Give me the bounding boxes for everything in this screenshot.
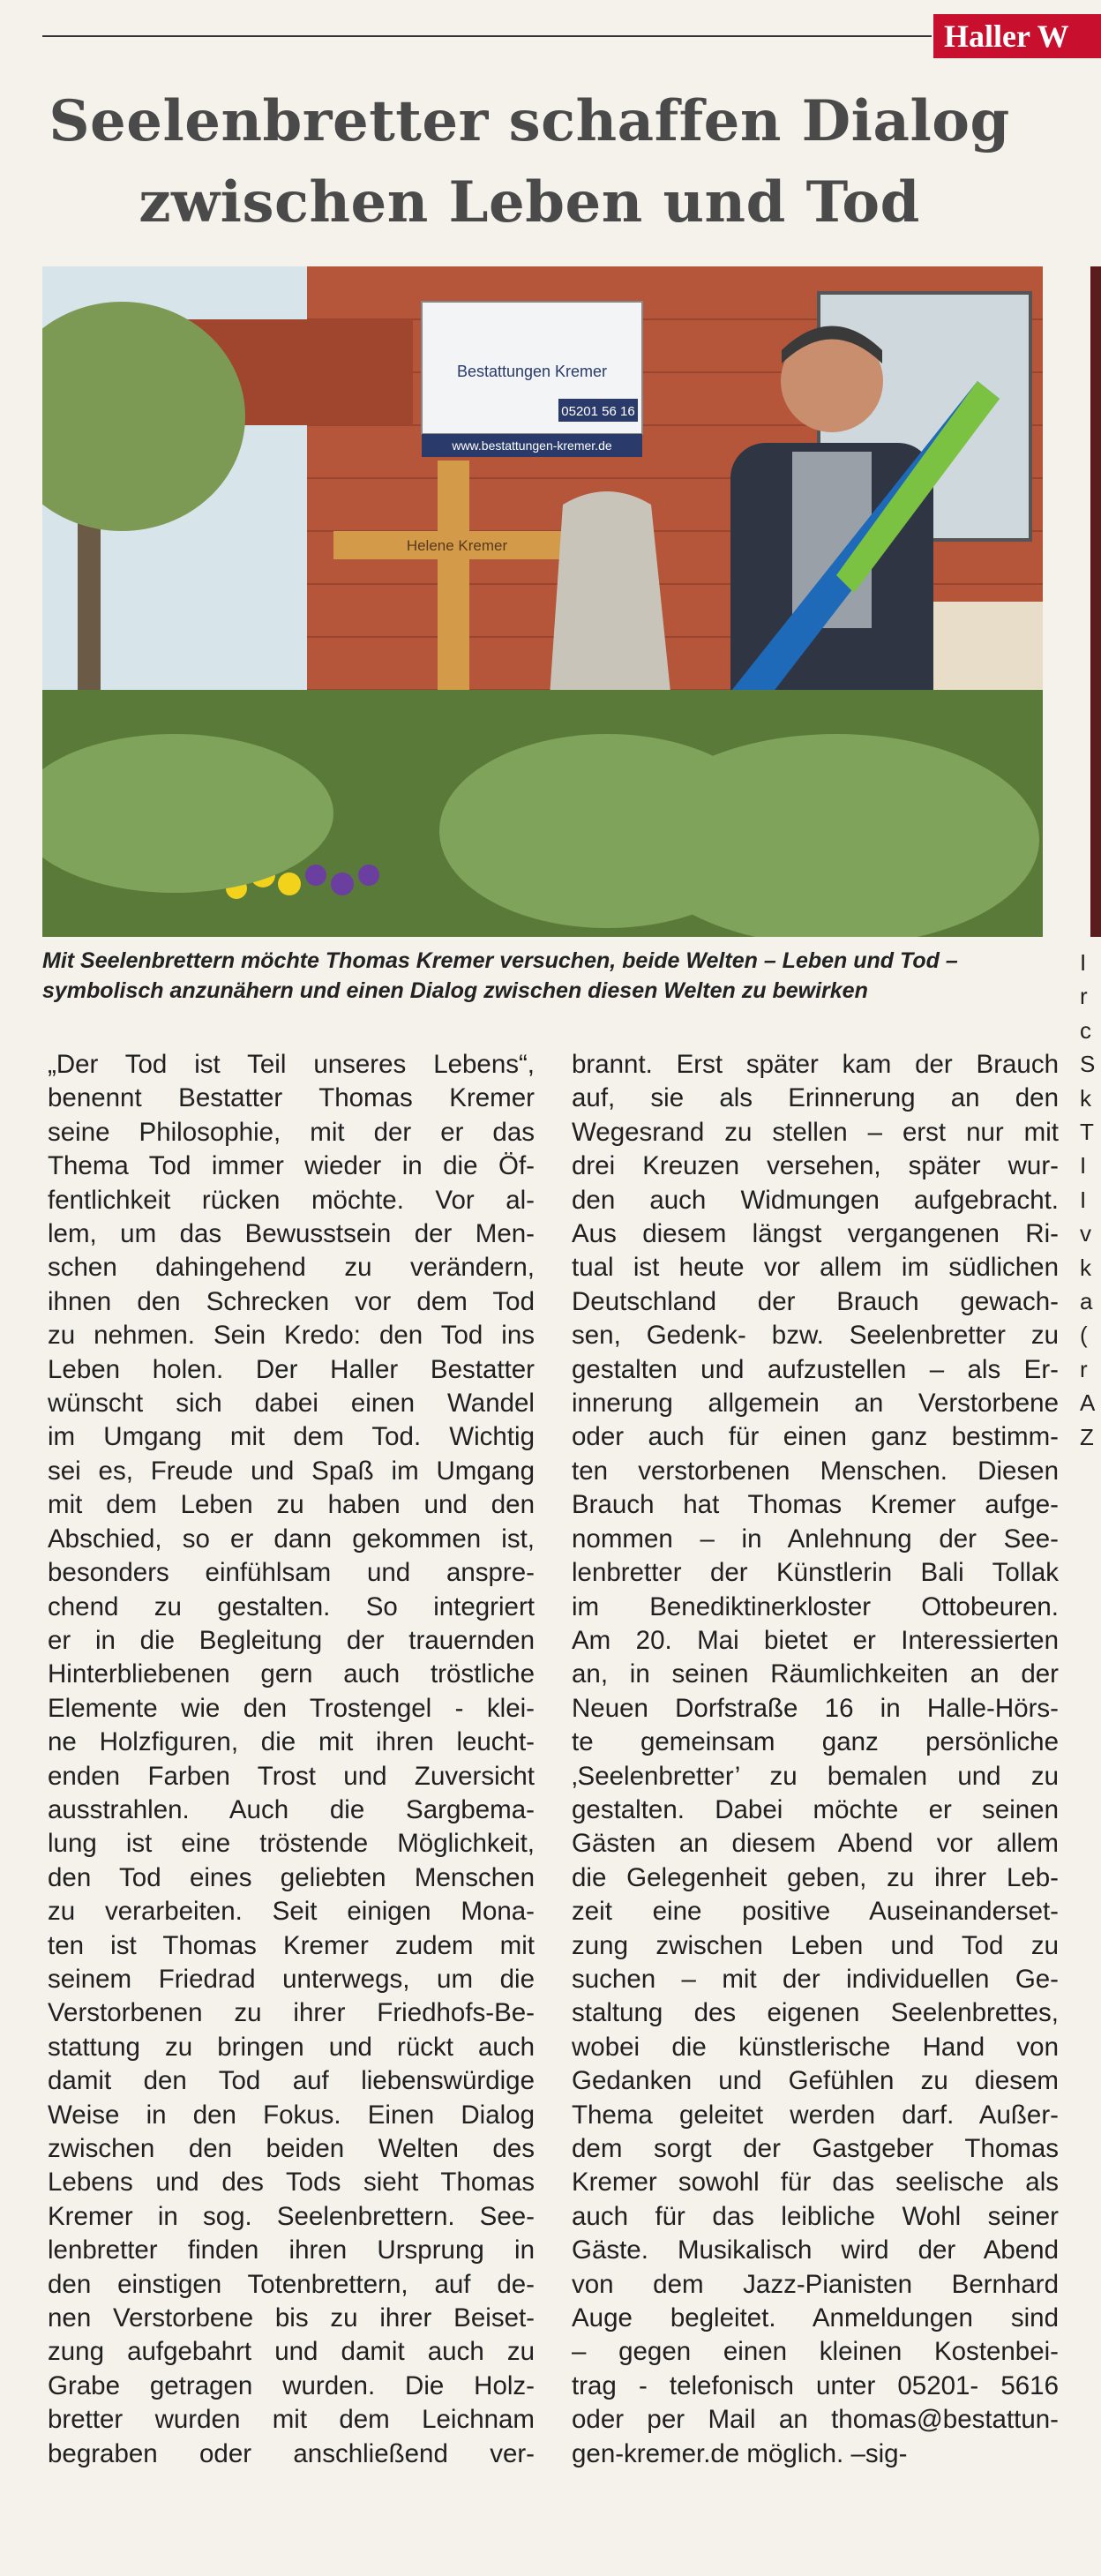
article-text-line: innerung allgemein an Verstorbene	[572, 1389, 1059, 1419]
article-text-line: wobei die künstlerische Hand von	[572, 2032, 1059, 2062]
article-text-line: den einstigen Totenbrettern, auf de-	[48, 2269, 535, 2299]
article-text-line: lung ist eine tröstende Möglichkeit,	[48, 1829, 535, 1859]
article-text-line: „Der Tod ist Teil unseres Lebens“,	[48, 1050, 535, 1079]
article-column-right	[572, 1048, 1059, 2471]
article-text-line: ten verstorbenen Menschen. Diesen	[572, 1456, 1059, 1486]
article-text-line: Hinterbliebenen gern auch tröstliche	[48, 1659, 535, 1689]
article-text-line: oder per Mail an thomas@bestattun-	[572, 2405, 1059, 2435]
article-text-line: damit den Tod auf liebenswürdige	[48, 2066, 535, 2096]
article-text-line: seinem Friedrad unterwegs, um die	[48, 1964, 535, 1994]
article-text-line: Thema Tod immer wieder in die Öf-	[48, 1151, 535, 1181]
article-text-line: mit dem Leben zu haben und den	[48, 1490, 535, 1520]
newspaper-masthead: Haller W	[933, 14, 1101, 58]
top-rule	[42, 35, 932, 37]
article-text-line: Leben holen. Der Haller Bestatter	[48, 1354, 535, 1384]
article-text-line: zwischen den beiden Welten des	[48, 2134, 535, 2163]
adjacent-text-fragment: T	[1080, 1119, 1094, 1146]
article-text-line: Weise in den Fokus. Einen Dialog	[48, 2100, 535, 2130]
article-text-line: ausstrahlen. Auch die Sargbema-	[48, 1794, 535, 1824]
article-text-line: Deutschland der Brauch gewach-	[572, 1286, 1059, 1316]
article-text-line: Wegesrand zu stellen – erst nur mit	[572, 1117, 1059, 1147]
article-text-line: nen Verstorbene bis zu ihrer Beiset-	[48, 2303, 535, 2333]
adjacent-text-fragment: v	[1080, 1220, 1091, 1247]
article-text-line: zu nehmen. Sein Kredo: den Tod ins	[48, 1321, 535, 1351]
article-text-line: Grabe getragen wurden. Die Holz-	[48, 2370, 535, 2400]
article-text-line: gestalten und aufzustellen – als Er-	[572, 1354, 1059, 1384]
adjacent-text-fragment: r	[1080, 983, 1088, 1010]
article-text-line: wünscht sich dabei einen Wandel	[48, 1389, 535, 1419]
sign-company-name: Bestattungen Kremer	[456, 363, 608, 380]
article-headline	[35, 81, 1023, 243]
article-text-line: er in die Begleitung der trauernden	[48, 1625, 535, 1655]
article-text-line: zung aufgebahrt und damit auch zu	[48, 2337, 535, 2367]
article-text-line: ten ist Thomas Kremer zudem mit	[48, 1930, 535, 1960]
article-text-line: Lebens und des Tods sieht Thomas	[48, 2168, 535, 2198]
sign-phone: 05201 56 16	[561, 404, 635, 419]
adjacent-text-fragment: r	[1080, 1355, 1088, 1382]
article-text-line: schen dahingehend zu verändern,	[48, 1253, 535, 1283]
article-text-line: ihnen den Schrecken vor dem Tod	[48, 1286, 535, 1316]
article-text-line: Aus diesem längst vergangenen Ri-	[572, 1219, 1059, 1249]
adjacent-text-fragment: (	[1080, 1322, 1088, 1349]
article-text-line: brannt. Erst später kam der Brauch	[572, 1050, 1059, 1079]
headline-line-1: Seelenbretter schaffen Dialog	[49, 88, 1010, 154]
article-text-line: staltung des eigenen Seelenbrettes,	[572, 1998, 1059, 2028]
adjacent-text-fragment: S	[1080, 1051, 1096, 1078]
article-text-line: fentlichkeit rücken möchte. Vor al-	[48, 1185, 535, 1215]
adjacent-text-fragment: k	[1080, 1254, 1091, 1281]
photo-sign	[422, 302, 642, 457]
article-text-line: den Tod eines geliebten Menschen	[48, 1862, 535, 1892]
article-text-line: von dem Jazz-Pianisten Bernhard	[572, 2269, 1059, 2299]
article-text-line: den auch Widmungen aufgebracht.	[572, 1185, 1059, 1215]
article-text-line: dem sorgt der Gastgeber Thomas	[572, 2134, 1059, 2163]
article-text-line: gen-kremer.de möglich. –sig-	[572, 2438, 908, 2468]
article-text-line: bretter wurden mit dem Leichnam	[48, 2405, 535, 2435]
article-text-line: Gedanken und Gefühlen zu diesem	[572, 2066, 1059, 2096]
article-text-line: Abschied, so er dann gekommen ist,	[48, 1524, 535, 1554]
article-text-line: nommen – in Anlehnung der See-	[572, 1524, 1059, 1554]
adjacent-photo-edge	[1090, 266, 1101, 937]
adjacent-text-fragment: c	[1080, 1016, 1091, 1044]
photo-caption: Mit Seelenbrettern möchte Thomas Kremer versuchen, beide Welten – Leben und Tod – symbolisch anzunähern und einen Dialog zwischen diesen Welten zu bewirken	[42, 948, 958, 1003]
headline-line-2: zwischen Leben und Tod	[139, 169, 920, 236]
cross-inscription: Helene Kremer	[406, 537, 508, 554]
article-text-line: im Umgang mit dem Tod. Wichtig	[48, 1422, 535, 1452]
article-text-line: Gästen an diesem Abend vor allem	[572, 1829, 1059, 1859]
article-text-line: gestalten. Dabei möchte er seinen	[572, 1794, 1059, 1824]
article-text-line: Auge begleitet. Anmeldungen sind	[572, 2303, 1059, 2333]
article-text-line: auch für das leibliche Wohl seiner	[572, 2201, 1059, 2231]
article-text-line: seine Philosophie, mit der er das	[48, 1117, 535, 1147]
article-column-left	[48, 1048, 535, 2471]
article-text-line: Brauch hat Thomas Kremer aufge-	[572, 1490, 1059, 1520]
article-text-line: Gäste. Musikalisch wird der Abend	[572, 2235, 1059, 2265]
article-text-line: zung zwischen Leben und Tod zu	[572, 1930, 1059, 1960]
article-photo	[42, 266, 1043, 937]
article-text-line: an, in seinen Räumlichkeiten an der	[572, 1659, 1059, 1689]
article-text-line: oder auch für einen ganz bestimm-	[572, 1422, 1059, 1452]
article-text-line: Verstorbenen zu ihrer Friedhofs-Be-	[48, 1998, 535, 2028]
article-text-line: sei es, Freude und Spaß im Umgang	[48, 1456, 535, 1486]
article-text-line: tual ist heute vor allem im südlichen	[572, 1253, 1059, 1283]
article-text-line: im Benediktinerkloster Ottobeuren.	[572, 1591, 1059, 1621]
adjacent-text-fragment: I	[1080, 1186, 1087, 1213]
article-text-line: stattung zu bringen und rückt auch	[48, 2032, 535, 2062]
article-text-line: Kremer in sog. Seelenbrettern. See-	[48, 2201, 535, 2231]
adjacent-article-edge	[1080, 946, 1101, 1454]
article-text-line: lem, um das Bewusstsein der Men-	[48, 1219, 535, 1249]
article-text-line: die Gelegenheit geben, zu ihrer Leb-	[572, 1862, 1059, 1892]
photo-illustration	[42, 266, 1043, 937]
article-text-line: besonders einfühlsam und anspre-	[48, 1558, 535, 1588]
article-text-line: zu verarbeiten. Seit einigen Mona-	[48, 1897, 535, 1927]
article-text-line: ne Holzfiguren, die mit ihren leucht-	[48, 1727, 535, 1757]
article-text-line: te gemeinsam ganz persönliche	[572, 1727, 1059, 1757]
adjacent-text-fragment: I	[1080, 1152, 1087, 1179]
article-text-line: Thema geleitet werden darf. Außer-	[572, 2100, 1059, 2130]
article-text-line: zeit eine positive Auseinanderset-	[572, 1897, 1059, 1927]
article-text-line: lenbretter finden ihren Ursprung in	[48, 2235, 535, 2265]
sign-url: www.bestattungen-kremer.de	[452, 438, 612, 453]
article-text-line: Am 20. Mai bietet er Interessierten	[572, 1625, 1059, 1655]
article-text-line: Neuen Dorfstraße 16 in Halle-Hörs-	[572, 1693, 1059, 1723]
article-text-line: Kremer sowohl für das seelische als	[572, 2168, 1059, 2198]
article-text-line: trag - telefonisch unter 05201- 5616	[572, 2370, 1059, 2400]
article-text-line: chend zu gestalten. So integriert	[48, 1591, 535, 1621]
article-text-line: drei Kreuzen versehen, später wur-	[572, 1151, 1059, 1181]
adjacent-text-fragment: A	[1080, 1389, 1096, 1417]
article-text-line: enden Farben Trost und Zuversicht	[48, 1761, 535, 1791]
adjacent-text-fragment: a	[1080, 1288, 1093, 1315]
article-text-line: sen, Gedenk- bzw. Seelenbretter zu	[572, 1321, 1059, 1351]
adjacent-text-fragment: k	[1080, 1084, 1091, 1112]
adjacent-text-fragment: Z	[1080, 1423, 1094, 1450]
article-text-line: Elemente wie den Trostengel - klei-	[48, 1693, 535, 1723]
article-text-line: benennt Bestatter Thomas Kremer	[48, 1083, 535, 1113]
article-text-line: lenbretter der Künstlerin Bali Tollak	[572, 1558, 1059, 1588]
article-text-line: auf, sie als Erinnerung an den	[572, 1083, 1059, 1113]
article-text-line: – gegen einen kleinen Kostenbei-	[572, 2337, 1059, 2367]
article-text-line: begraben oder anschließend ver-	[48, 2438, 535, 2468]
adjacent-text-fragment: I	[1080, 949, 1087, 976]
article-text-line: ‚Seelenbretter’ zu bemalen und zu	[572, 1761, 1059, 1791]
article-text-line: suchen – mit der individuellen Ge-	[572, 1964, 1059, 1994]
